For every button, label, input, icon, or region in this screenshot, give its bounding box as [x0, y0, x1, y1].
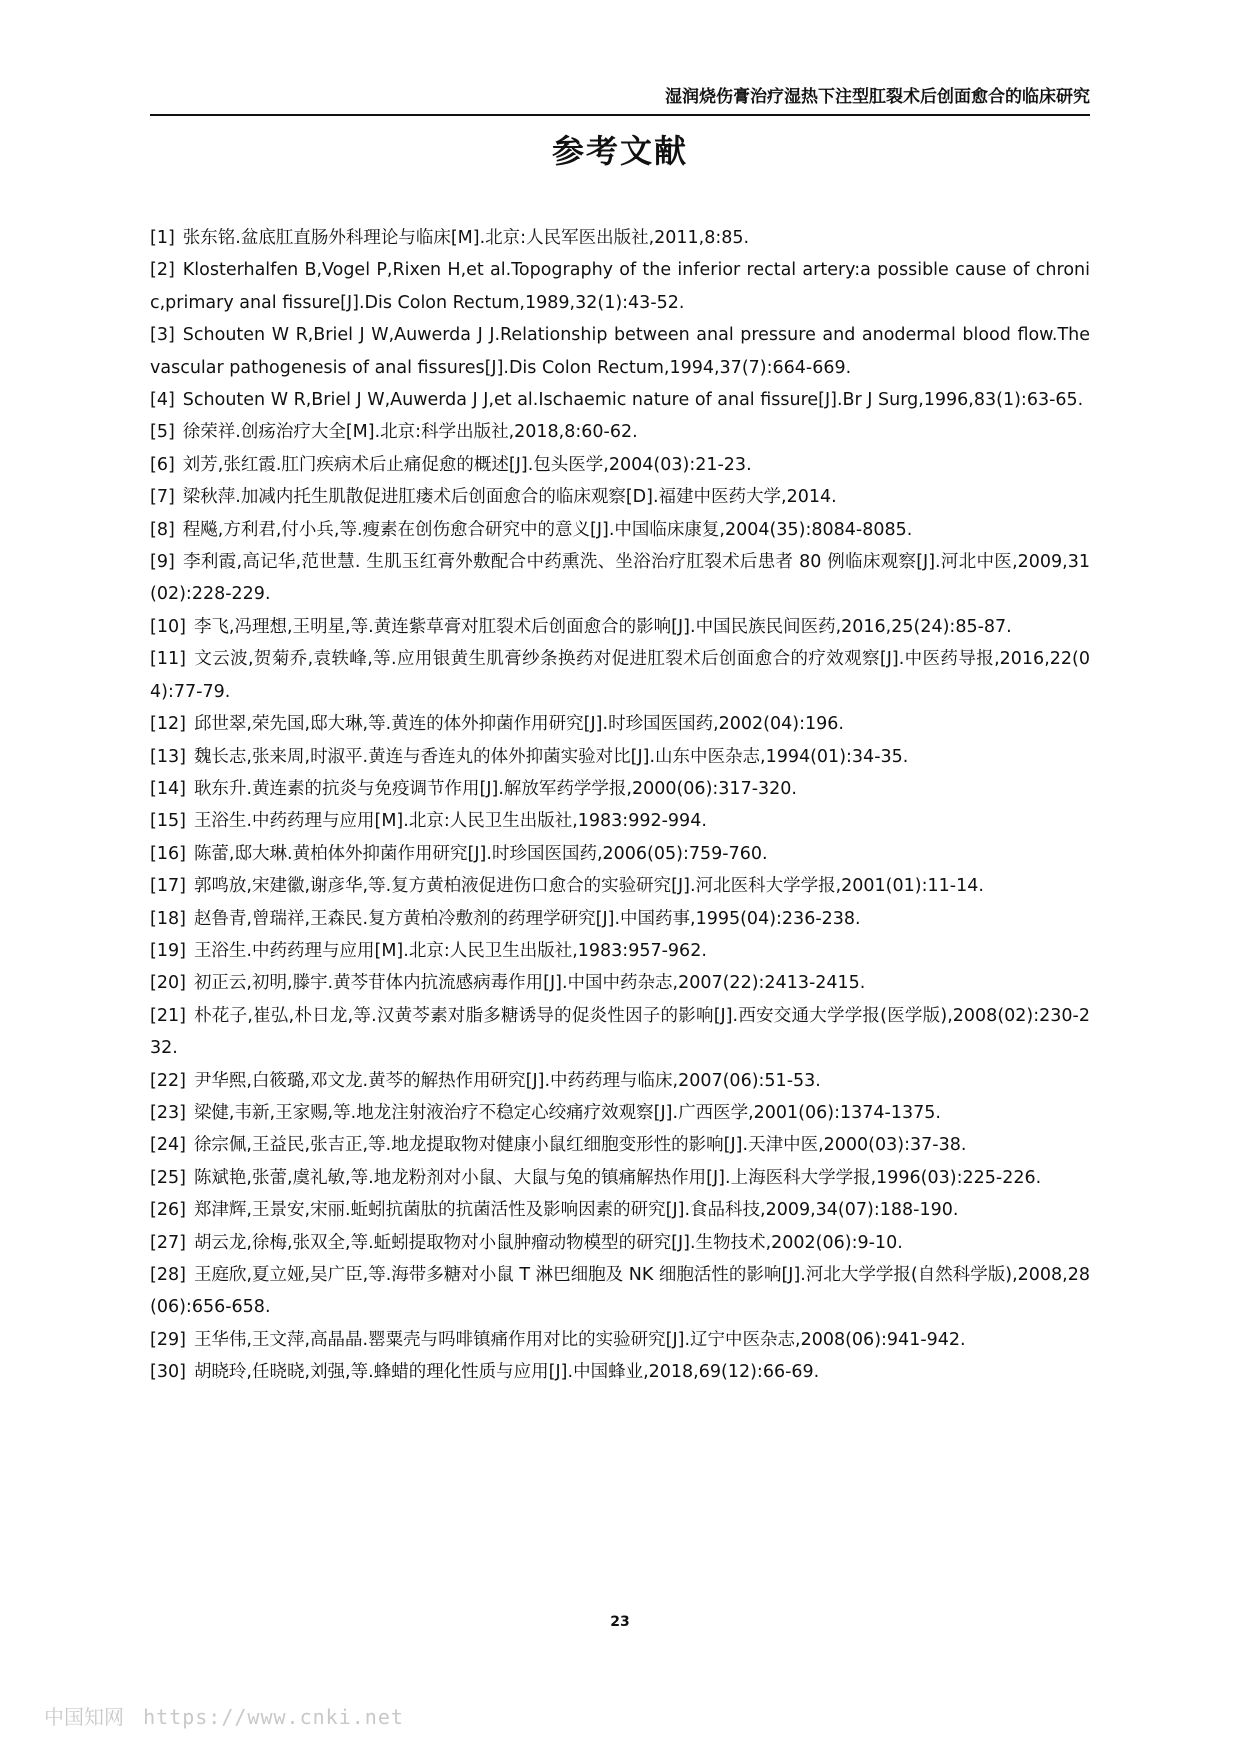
reference-number: [8] — [150, 519, 175, 540]
reference-text: 李飞,冯理想,王明星,等.黄连紫草膏对肛裂术后创面愈合的影响[J].中国民族民间医药,2016,25(24):85-87. — [193, 616, 1012, 637]
watermark — [44, 1701, 404, 1730]
reference-text: 张东铭.盆底肛直肠外科理论与临床[M].北京:人民军医出版社,2011,8:85. — [182, 228, 750, 248]
reference-number: [20] — [150, 973, 186, 994]
reference-item — [150, 1324, 1090, 1356]
reference-item — [150, 222, 1090, 254]
reference-text: 王华伟,王文萍,高晶晶.罂粟壳与吗啡镇痛作用对比的实验研究[J].辽宁中医杂志,2008(06):941-942. — [193, 1329, 966, 1350]
reference-text: 初正云,初明,滕宇.黄芩苷体内抗流感病毒作用[J].中国中药杂志,2007(22):2413-2415. — [193, 973, 866, 994]
header-rule — [150, 114, 1090, 116]
reference-item — [150, 935, 1090, 967]
reference-item — [150, 1227, 1090, 1259]
reference-item — [150, 1097, 1090, 1129]
watermark-brand: 中国知网 — [44, 1705, 124, 1729]
reference-text: 尹华熙,白筱璐,邓文龙.黄芩的解热作用研究[J].中药药理与临床,2007(06):51-53. — [193, 1070, 821, 1091]
reference-number: [16] — [150, 843, 186, 864]
reference-item — [150, 416, 1090, 448]
reference-text: 刘芳,张红霞.肛门疾病术后止痛促愈的概述[J].包头医学,2004(03):21-23. — [182, 454, 752, 475]
reference-text: 李利霞,高记华,范世慧. 生肌玉红膏外敷配合中药熏洗、坐浴治疗肛裂术后患者 80 例临床观察[J].河北中医,2009,31(02):228-229. — [150, 552, 1090, 605]
reference-text: 王庭欣,夏立娅,吴广臣,等.海带多糖对小鼠 T 淋巴细胞及 NK 细胞活性的影响[J].河北大学学报(自然科学版),2008,28(06):656-658. — [150, 1265, 1090, 1318]
reference-item — [150, 546, 1090, 611]
reference-item — [150, 1162, 1090, 1194]
reference-item — [150, 254, 1090, 319]
running-header: 湿润烧伤膏治疗湿热下注型肛裂术后创面愈合的临床研究 — [665, 87, 1090, 107]
reference-item — [150, 1259, 1090, 1324]
reference-item — [150, 384, 1090, 416]
page-number: 23 — [610, 1614, 630, 1630]
reference-number: [11] — [150, 649, 186, 670]
reference-number: [13] — [150, 746, 186, 767]
reference-text: 陈斌艳,张蕾,虞礼敏,等.地龙粉剂对小鼠、大鼠与兔的镇痛解热作用[J].上海医科大学学报,1996(03):225-226. — [193, 1167, 1042, 1188]
reference-number: [9] — [150, 552, 175, 573]
reference-item — [150, 741, 1090, 773]
reference-number: [21] — [150, 1005, 186, 1026]
reference-number: [3] — [150, 325, 175, 346]
reference-item — [150, 319, 1090, 384]
reference-item — [150, 1129, 1090, 1161]
reference-number: [10] — [150, 616, 186, 637]
reference-number: [23] — [150, 1102, 186, 1123]
reference-item — [150, 481, 1090, 513]
reference-item — [150, 1000, 1090, 1065]
reference-item — [150, 449, 1090, 481]
reference-text: 魏长志,张来周,时淑平.黄连与香连丸的体外抑菌实验对比[J].山东中医杂志,1994(01):34-35. — [193, 746, 909, 767]
reference-text: 胡云龙,徐梅,张双全,等.蚯蚓提取物对小鼠肿瘤动物模型的研究[J].生物技术,2002(06):9-10. — [193, 1232, 903, 1253]
reference-text: 程飚,方利君,付小兵,等.瘦素在创伤愈合研究中的意义[J].中国临床康复,2004(35):8084-8085. — [182, 519, 913, 540]
reference-text: 胡晓玲,任晓晓,刘强,等.蜂蜡的理化性质与应用[J].中国蜂业,2018,69(12):66-69. — [193, 1362, 820, 1383]
reference-text: 王浴生.中药药理与应用[M].北京:人民卫生出版社,1983:992-994. — [193, 811, 707, 832]
reference-item — [150, 643, 1090, 708]
reference-text: 赵鲁青,曾瑞祥,王森民.复方黄柏冷敷剂的药理学研究[J].中国药事,1995(04):236-238. — [193, 908, 861, 929]
reference-text: Klosterhalfen B,Vogel P,Rixen H,et al.Topography of the inferior rectal artery:a possible cause of chronic,primary anal fissure[J].Dis Colon Rectum,1989,32(1):43-52. — [150, 260, 1090, 313]
reference-text: 徐荣祥.创疡治疗大全[M].北京:科学出版社,2018,8:60-62. — [182, 422, 638, 443]
reference-number: [12] — [150, 714, 186, 735]
reference-text: 朴花子,崔弘,朴日龙,等.汉黄芩素对脂多糖诱导的促炎性因子的影响[J].西安交通大学学报(医学版),2008(02):230-232. — [150, 1005, 1090, 1059]
reference-item — [150, 838, 1090, 870]
reference-text: 梁健,韦新,王家赐,等.地龙注射液治疗不稳定心绞痛疗效观察[J].广西医学,2001(06):1374-1375. — [193, 1102, 941, 1123]
reference-number: [22] — [150, 1070, 186, 1091]
reference-item — [150, 805, 1090, 837]
reference-item — [150, 1194, 1090, 1226]
reference-number: [28] — [150, 1265, 186, 1285]
reference-item — [150, 903, 1090, 935]
reference-number: [27] — [150, 1232, 186, 1253]
reference-number: [7] — [150, 487, 175, 508]
reference-number: [14] — [150, 778, 186, 799]
reference-list — [150, 222, 1090, 1389]
reference-item — [150, 773, 1090, 805]
reference-number: [4] — [150, 390, 175, 411]
reference-number: [25] — [150, 1167, 186, 1188]
reference-number: [18] — [150, 908, 186, 929]
reference-number: [5] — [150, 422, 175, 443]
reference-number: [29] — [150, 1329, 186, 1350]
reference-text: 王浴生.中药药理与应用[M].北京:人民卫生出版社,1983:957-962. — [193, 940, 707, 961]
reference-number: [17] — [150, 876, 186, 897]
watermark-url: https://www.cnki.net — [143, 1705, 404, 1729]
reference-item — [150, 514, 1090, 546]
reference-text: Schouten W R,Briel J W,Auwerda J J,et al.Ischaemic nature of anal fissure[J].Br J Surg,1996,83(1):63-65. — [182, 390, 1084, 411]
reference-item — [150, 611, 1090, 643]
page-title: 参考文献 — [551, 132, 688, 170]
reference-text: 耿东升.黄连素的抗炎与免疫调节作用[J].解放军药学学报,2000(06):317-320. — [193, 778, 797, 799]
reference-text: Schouten W R,Briel J W,Auwerda J J.Relationship between anal pressure and anodermal blood flow.The vascular pathogenesis of anal fissures[J].Dis Colon Rectum,1994,37(7):664-669. — [150, 325, 1090, 378]
reference-text: 徐宗佩,王益民,张吉正,等.地龙提取物对健康小鼠红细胞变形性的影响[J].天津中医,2000(03):37-38. — [193, 1135, 967, 1156]
reference-item — [150, 708, 1090, 740]
reference-item — [150, 967, 1090, 999]
reference-number: [26] — [150, 1200, 186, 1221]
reference-number: [24] — [150, 1135, 186, 1156]
reference-number: [19] — [150, 940, 186, 961]
reference-text: 文云波,贺菊乔,袁轶峰,等.应用银黄生肌膏纱条换药对促进肛裂术后创面愈合的疗效观察[J].中医药导报,2016,22(04):77-79. — [150, 649, 1090, 702]
reference-text: 梁秋萍.加减内托生肌散促进肛瘘术后创面愈合的临床观察[D].福建中医药大学,2014. — [182, 487, 837, 508]
reference-number: [30] — [150, 1362, 186, 1383]
reference-number: [1] — [150, 228, 175, 248]
reference-item — [150, 870, 1090, 902]
reference-text: 陈蕾,邸大琳.黄柏体外抑菌作用研究[J].时珍国医国药,2006(05):759-760. — [193, 843, 768, 864]
reference-text: 郭鸣放,宋建徽,谢彦华,等.复方黄柏液促进伤口愈合的实验研究[J].河北医科大学学报,2001(01):11-14. — [193, 876, 984, 897]
reference-number: [6] — [150, 454, 175, 475]
reference-text: 邱世翠,荣先国,邸大琳,等.黄连的体外抑菌作用研究[J].时珍国医国药,2002(04):196. — [193, 714, 844, 735]
reference-number: [2] — [150, 260, 175, 281]
reference-item — [150, 1065, 1090, 1097]
reference-number: [15] — [150, 811, 186, 832]
reference-text: 郑津辉,王景安,宋丽.蚯蚓抗菌肽的抗菌活性及影响因素的研究[J].食品科技,2009,34(07):188-190. — [193, 1200, 959, 1221]
reference-item — [150, 1356, 1090, 1388]
